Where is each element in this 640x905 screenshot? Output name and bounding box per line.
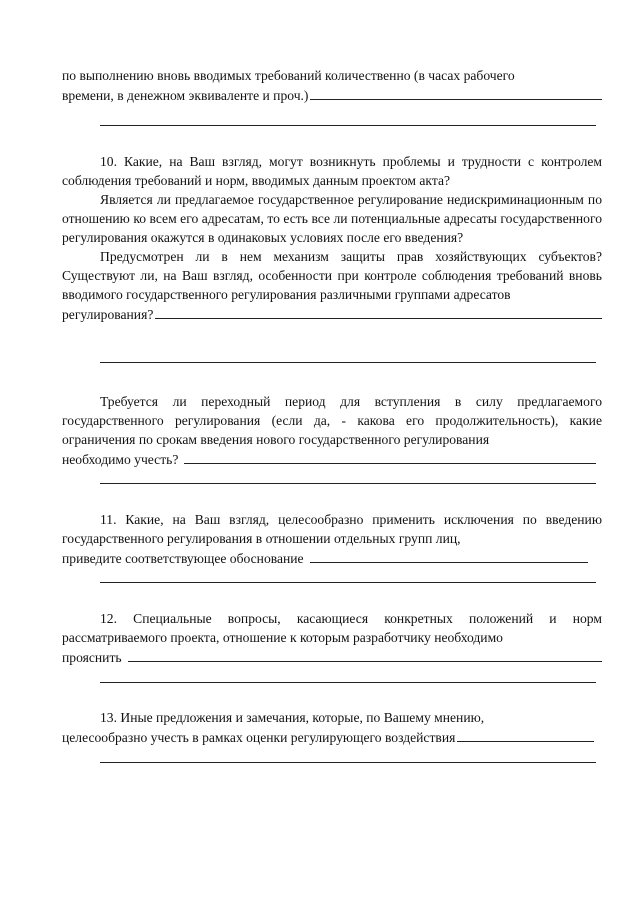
question-10-discrimination-text: Является ли предлагаемое государственное регулирование недискриминационным по отношению ко всем его адресатам, то есть все ли потенциальные адресаты государственного регулирования окажутся в одинаковых условиях после его введения? — [62, 192, 602, 245]
question-transition-text: Требуется ли переходный период для вступления в силу предлагаемого государственного регулирования (если да, - какова его продолжительность), какие ограничения по срокам введения нового государственного регулирования — [62, 394, 602, 447]
continuation-block — [62, 66, 602, 105]
continuation-line-1: по выполнению вновь вводимых требований количественно (в часах рабочего — [62, 68, 515, 83]
answer-fill-line[interactable] — [128, 647, 602, 662]
question-13 — [62, 708, 602, 747]
question-13-tail: целесообразно учесть в рамках оценки регулирующего воздействия — [62, 730, 456, 745]
question-12-last-line — [62, 647, 602, 667]
question-13-last-line — [62, 727, 602, 747]
answer-fill-line[interactable] — [184, 449, 596, 464]
answer-fill-line[interactable] — [310, 85, 602, 100]
question-11 — [62, 510, 602, 568]
question-11-text: 11. Какие, на Ваш взгляд, целесообразно применить исключения по введению государственного регулирования в отношении отдельных групп лиц, — [62, 512, 602, 546]
question-10-text: 10. Какие, на Ваш взгляд, могут возникнуть проблемы и трудности с контролем соблюдения требований и норм, вводимых данным проектом акта? — [62, 154, 602, 188]
question-10-protection-text: Предусмотрен ли в нем механизм защиты прав хозяйствующих субъектов? Существуют ли, на Ваш взгляд, особенности при контроле соблюдения требований вновь вводимого государственного регулирования различными группами адресатов — [62, 249, 602, 302]
answer-rule[interactable] — [100, 682, 596, 683]
question-transition — [62, 392, 602, 469]
question-11-tail: приведите соответствующее обоснование — [62, 551, 304, 566]
question-transition-tail: необходимо учесть? — [62, 452, 179, 467]
answer-rule[interactable] — [100, 362, 596, 363]
answer-fill-line[interactable] — [310, 548, 588, 563]
question-11-last-line — [62, 548, 602, 568]
continuation-line-2-text: времени, в денежном эквиваленте и проч.) — [62, 88, 309, 103]
continuation-line-2 — [62, 85, 602, 105]
answer-rule[interactable] — [100, 762, 596, 763]
question-10-last-line — [62, 304, 602, 324]
question-12-tail: прояснить — [62, 650, 122, 665]
answer-rule[interactable] — [100, 582, 596, 583]
answer-fill-line[interactable] — [457, 727, 594, 742]
question-12-text: 12. Специальные вопросы, касающиеся конкретных положений и норм рассматриваемого проекта, отношение к которым разработчику необходимо — [62, 611, 602, 645]
question-13-text: 13. Иные предложения и замечания, которые, по Вашему мнению, — [100, 710, 485, 725]
question-12 — [62, 609, 602, 667]
answer-rule[interactable] — [100, 483, 596, 484]
answer-rule[interactable] — [100, 125, 596, 126]
question-10 — [62, 152, 602, 324]
answer-fill-line[interactable] — [155, 304, 602, 319]
question-10-tail: регулирования? — [62, 307, 154, 322]
question-transition-last-line — [62, 449, 602, 469]
